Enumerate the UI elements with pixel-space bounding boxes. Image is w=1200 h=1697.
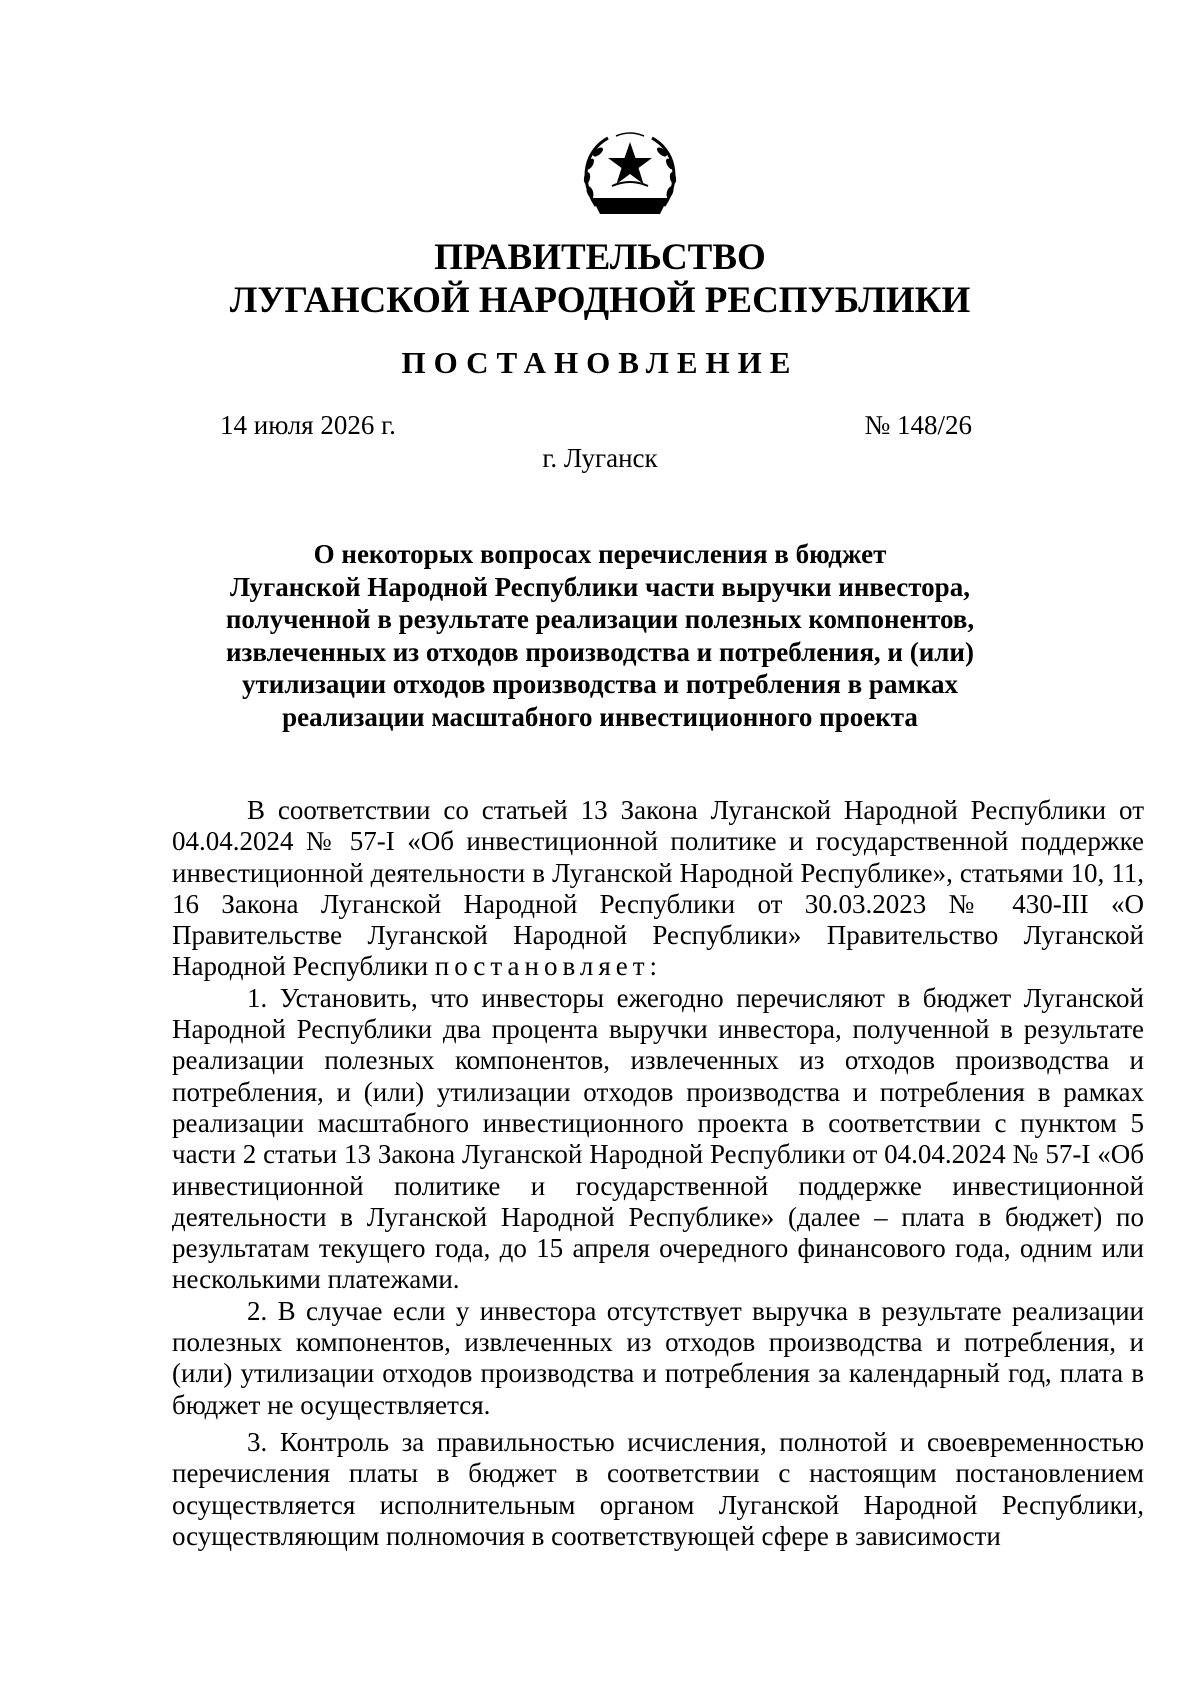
document-type: ПОСТАНОВЛЕНИЕ	[401, 345, 799, 380]
government-title-line-2: ЛУГАНСКОЙ НАРОДНОЙ РЕСПУБЛИКИ	[229, 280, 971, 321]
subject-line: полученной в результате реализации полезных компонентов,	[225, 604, 975, 634]
subject-line: О некоторых вопросах перечисления в бюджет	[313, 539, 887, 569]
document-subject	[0, 538, 1200, 733]
item-2-paragraph: 2. В случае если у инвестора отсутствует выручка в результате реализации полезных компонентов, извлеченных из отходов производства и потребления, и (или) утилизации отходов производства и потребления за календарный год, плата в бюджет не осуществляется.	[172, 1295, 1144, 1420]
subject-line: извлеченных из отходов производства и потребления, и (или)	[226, 636, 974, 667]
coat-of-arms-icon	[568, 128, 692, 218]
government-title-line-1: ПРАВИТЕЛЬСТВО	[434, 237, 766, 278]
subject-line: Луганской Народной Республики части выручки инвестора,	[230, 571, 970, 602]
subject-line: реализации масштабного инвестиционного проекта	[282, 701, 918, 732]
item-3-paragraph: 3. Контроль за правильностью исчисления, полнотой и своевременностью перечисления платы в бюджет в соответствии с настоящим постановлением осуществляется исполнительным органом Луганской Народной Республики, осуществляющим полномочия в соответствующей сфере в зависимости	[172, 1426, 1144, 1551]
document-date: 14 июля 2026 г.	[220, 410, 396, 440]
preamble-paragraph	[172, 795, 1144, 983]
government-title	[0, 236, 1200, 322]
document-body	[172, 795, 1144, 1552]
preamble-verb: постановляет:	[434, 951, 663, 982]
document-number: № 148/26	[864, 410, 972, 440]
subject-line: утилизации отходов производства и потребления в рамках	[242, 669, 958, 699]
preamble-text: В соответствии со статьей 13 Закона Луганской Народной Республики от 04.04.2024 № 57-I «Об инвестиционной политике и государственной поддержке инвестиционной деятельности в Луганской Народной Республике», статьями 10, 11, 16 Закона Луганской Народной Республики от 30.03.2023 № 430-III «О Правительстве Луганской Народной Республики» Правительство Луганской Народной Республики	[172, 795, 1144, 982]
item-1-paragraph: 1. Установить, что инвесторы ежегодно перечисляют в бюджет Луганской Народной Республики два процента выручки инвестора, полученной в результате реализации полезных компонентов, извлеченных из отходов производства и потребления, и (или) утилизации отходов производства и потребления в рамках реализации масштабного инвестиционного проекта в соответствии с пунктом 5 части 2 статьи 13 Закона Луганской Народной Республики от 04.04.2024 № 57-I «Об инвестиционной политике и государственной поддержке инвестиционной деятельности в Луганской Народной Республике» (далее – плата в бюджет) по результатам текущего года, до 15 апреля очередного финансового года, одним или несколькими платежами.	[172, 982, 1144, 1295]
document-city: г. Луганск	[542, 443, 658, 473]
